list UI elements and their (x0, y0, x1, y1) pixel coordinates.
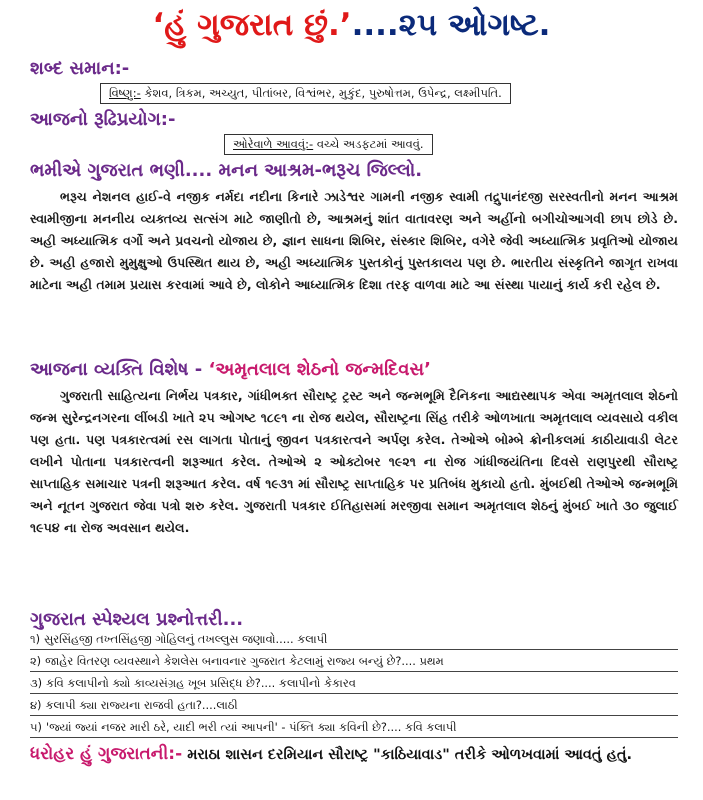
vyakti-name: ‘અમૃતલાલ શેઠનો જન્મદિવસ’ (208, 359, 431, 380)
shabd-word: વિષ્ણુ:- (109, 86, 141, 100)
qa-num: ૩) (30, 676, 43, 690)
rudhiprayog-phrase: ઓરેવાળે આવવું:- (233, 137, 314, 151)
shabd-saman-box (100, 83, 511, 104)
qa-item (30, 672, 678, 694)
title-main: ‘હું ગુજરાત છું.’ (152, 7, 352, 43)
rudhiprayog-box (224, 134, 433, 155)
vyakti-heading-label: આજના વ્યક્તિ વિશેષ - (30, 359, 203, 380)
prashnotari-heading: ગુજરાત સ્પેશ્યલ પ્રશ્નોત્તરી... (30, 609, 244, 630)
qa-text: 'જ્યાં જ્યાં નજર મારી ઠરે, યાદી ભરી ત્યાં આપની' - પંક્તિ ક્યા કવિની છે?.... કવિ કલાપી (45, 720, 457, 734)
shabd-saman-heading: શબ્દ સમાન:- (30, 58, 130, 79)
bhramie-paragraph (30, 186, 678, 296)
qa-num: ૪) (30, 698, 42, 712)
dharohar-text: મરાઠા શાસન દરમિયાન સૌરાષ્ટ્ર "કાઠિયાવાડ" તરીકે ઓળખવામાં આવતું હતું. (182, 747, 633, 763)
qa-text: કવિ કલાપીનો ક્યો કાવ્યસંગ્રહ ખૂબ પ્રસિદ્ધ છે?.... કલાપીનો કેકારવ (46, 676, 356, 690)
vyakti-paragraph (30, 385, 678, 539)
qa-num: ૨) (30, 654, 42, 668)
title-date: ....૨૫ ઓગષ્ટ. (351, 7, 551, 43)
bhramie-heading: ભમીએ ગુજરાત ભણી.... મનન આશ્રમ-ભરૂચ જિલ્લો. (30, 160, 423, 181)
qa-list (30, 628, 678, 738)
shabd-meanings: કેશવ, ત્રિકમ, અચ્યુત, પીતાંબર, વિશ્વંભર, મુકુંદ, પુરુષોત્તમ, ઉપેન્દ્ર, લક્ષ્મીપતિ. (140, 86, 502, 100)
qa-item (30, 716, 678, 738)
rudhiprayog-heading: આજનો રૂઢિપ્રયોગ:- (30, 109, 176, 130)
qa-text: સુરસિંહજી તખ્તસિંહજી ગોહિલનું તખલ્લુસ જણાવો..... કલાપી (44, 632, 328, 646)
qa-text: કલાપી ક્યા રાજ્યના રાજવી હતા?....લાઠી (45, 698, 238, 712)
qa-num: ૫) (30, 720, 42, 734)
qa-item (30, 694, 678, 716)
bhramie-text: ભરૂચ નેશનલ હાઈ-વે નજીક નર્મદા નદીના કિનારે ઝાડેશ્વર ગામની નજીક સ્વામી તદ્રુપાનંદજી સરસ્વતીનો મનન આશ્રમ સ્વામીજીના મનનીય વ્યક્તવ્ય સત્સંગ માટે જાણીતો છે, આશ્રમનું શાંત વાતાવરણ અને અહીંનો બગીચોઆગવી છાપ છોડે છે. અહી અધ્યાત્મિક વર્ગો અને પ્રવચનો યોજાય છે, જ્ઞાન સાધના શિબિર, સંસ્કાર શિબિર, વગેરે જેવી અધ્યાત્મિક પ્રવૃતિઓ યોજાય છે. અહી હજારો મુમુક્ષુઓ ઉપસ્થિત થાય છે, અહી અધ્યાત્મિક પુસ્તકોનું પુસ્તકાલય પણ છે. ભારતીય સંસ્કૃતિને જાગૃત રાખવા માટેના અહી તમામ પ્રયાસ કરવામાં આવે છે, લોકોને આધ્યાત્મિક દિશા તરફ વાળવા માટે આ સંસ્થા પાયાનું કાર્ય કરી રહેલ છે. (30, 189, 678, 292)
page-title (0, 2, 703, 48)
dharohar-section (30, 740, 690, 769)
qa-item (30, 628, 678, 650)
qa-item (30, 650, 678, 672)
vyakti-text: ગુજરાતી સાહિત્યના નિર્ભય પત્રકાર, ગાંધીભક્ત સૌરાષ્ટ્ર ટ્રસ્ટ અને જન્મભૂમિ દૈનિકના આદ્યસ્થાપક એવા અમૃતલાલ શેઠનો જન્મ સુરેન્દ્રનગરના લીંબડી ખાતે ૨૫ ઓગષ્ટ ૧૮૯૧ ના રોજ થયેલ, સૌરાષ્ટ્રના સિંહ તરીકે ઓળખાતા અમૃતલાલ વ્યવસાયે વકીલ પણ હતા. પણ પત્રકારત્વમાં રસ લાગતા પોતાનું જીવન પત્રકારત્વને અર્પણ કરેલ. તેઓએ બોમ્બે ક્રોનીકલમાં કાઠીયાવાડી લેટર લખીને પોતાના પત્રકારત્વની શરૂઆત કરેલ. તેઓએ ૨ ઓક્ટોબર ૧૯૨૧ ના રોજ ગાંધીજયંતિના દિવસે રાણપુરથી સૌરાષ્ટ્ર સાપ્તાહિક સમાચાર પત્રની શરૂઆત કરેલ. વર્ષ ૧૯૩૧ માં સૌરાષ્ટ્ર સાપ્તાહિક પર પ્રતિબંધ મુકાયો હતો. મુંબઈથી તેઓએ જન્મભૂમિ અને નૂતન ગુજરાત જેવા પત્રો શરુ કરેલ. ગુજરાતી પત્રકાર ઈતિહાસમાં મરજીવા સમાન અમૃતલાલ શેઠનું મુંબઈ ખાતે ૩૦ જુલાઈ ૧૯૫૪ ના રોજ અવસાન થયેલ. (30, 388, 678, 535)
qa-text: જાહેર વિતરણ વ્યવસ્થાને કેશલેસ બનાવનાર ગુજરાત કેટલામું રાજ્ય બન્યું છે?.... પ્રથમ (45, 654, 444, 668)
dharohar-label: ધરોહર હું ગુજરાતની:- (30, 744, 183, 764)
vyakti-heading (30, 357, 431, 383)
rudhiprayog-meaning: વચ્ચે અડફટમાં આવવું. (313, 137, 424, 151)
qa-num: ૧) (30, 632, 41, 646)
